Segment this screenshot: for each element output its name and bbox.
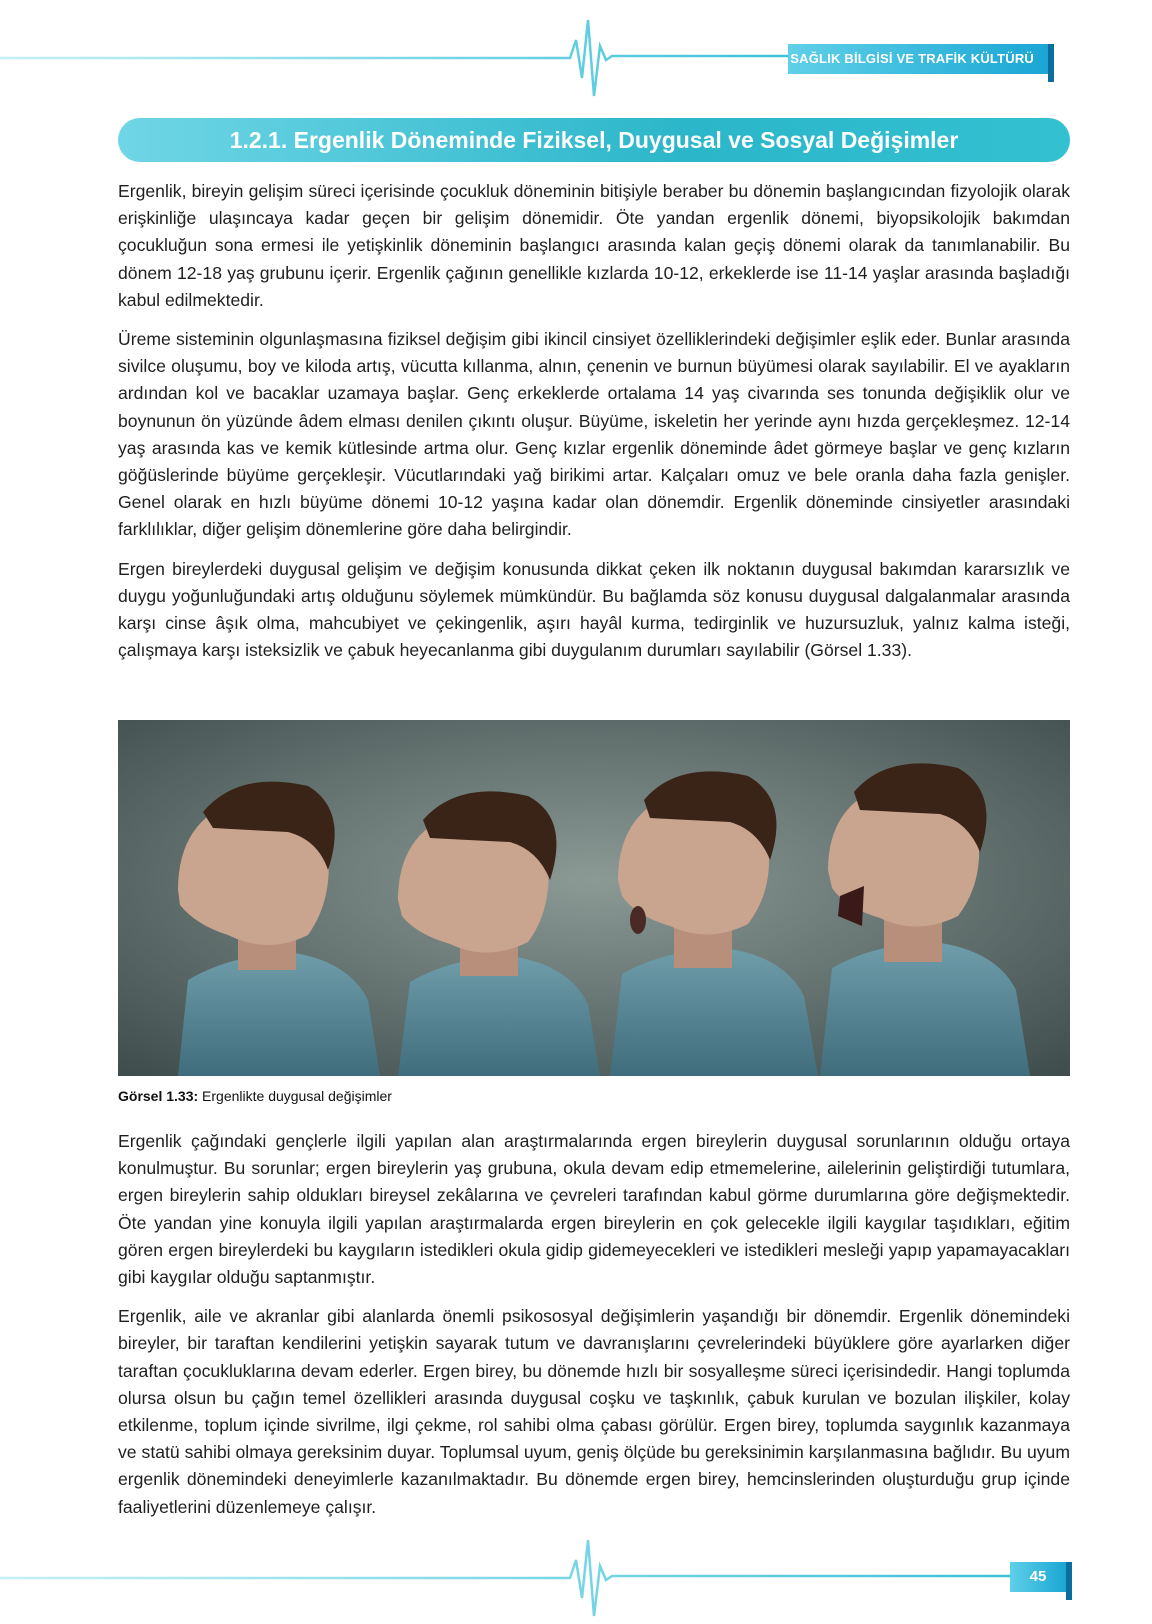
- paragraph: Ergenlik çağındaki gençlerle ilgili yapılan alan araştırmalarında ergen bireylerin duygusal sorunlarının olduğu ortaya konulmuştur. Bu sorunlar; ergen bireylerin yaş grubuna, okula devam edip etmemelerine, ailelerinin geliştirdiği tutumlara, ergen bireylerin sahip oldukları bireysel zekâlarına ve çevreleri tarafından kabul görme durumlarına göre değişmektedir. Öte yandan yine konuyla ilgili yapılan araştırmalarda ergen bireylerin en çok gelecekle ilgili kaygılar taşıdıkları, eğitim gören ergen bireylerdeki bu kaygıların istedikleri okula gidip gidemeyecekleri ve istedikleri mesleği yapıp yapamayacakları gibi kaygılar olduğu saptanmıştır.: [118, 1131, 1070, 1288]
- paragraph: Ergenlik, bireyin gelişim süreci içerisinde çocukluk döneminin bitişiyle beraber bu dönemin başlangıcından fizyolojik olarak erişkinliğe ulaşıncaya kadar geçen bir gelişim dönemidir. Öte yandan ergenlik dönemi, biyopsikolojik bakımdan çocukluğun sona ermesi ile yetişkinlik döneminin başlangıcı arasında kalan geçiş dönemi olarak da tanımlanabilir. Bu dönem 12-18 yaş grubunu içerir. Ergenlik çağının genellikle kızlarda 10-12, erkeklerde ise 11-14 yaşlar arasında başladığı kabul edilmektedir.: [118, 181, 1070, 310]
- section-title: 1.2.1. Ergenlik Döneminde Fiziksel, Duygusal ve Sosyal Değişimler: [118, 118, 1070, 162]
- footer-heartbeat-line: [0, 1520, 1152, 1624]
- caption-text: Ergenlikte duygusal değişimler: [198, 1088, 392, 1104]
- body-text-bottom: [118, 1128, 1070, 1533]
- caption-label: Görsel 1.33:: [118, 1088, 199, 1104]
- paragraph: Üreme sisteminin olgunlaşmasına fiziksel değişim gibi ikincil cinsiyet özelliklerindeki değişimler eşlik eder. Bunlar arasında sivilce oluşumu, boy ve kiloda artış, vücutta kıllanma, alnın, çenenin ve burnun büyümesi olarak sayılabilir. El ve ayakların ardından kol ve bacaklar uzamaya başlar. Genç erkeklerde ortalama 14 yaş civarında ses tonunda değişiklik olur ve boynunun ön yüzünde âdem elması denilen çıkıntı oluşur. Büyüme, iskeletin her yerinde aynı hızda gerçekleşmez. 12-14 yaş arasında kas ve kemik kütlesinde artma olur. Genç kızlar ergenlik döneminde âdet görmeye başlar ve genç kızların göğüslerinde büyüme gerçekleşir. Vücutlarındaki yağ birikimi artar. Kalçaları omuz ve bele oranla daha fazla genişler. Genel olarak en hızlı büyüme dönemi 10-12 yaşına kadar olan dönemdir. Ergenlik döneminde cinsiyetler arasındaki farklılıklar, diğer gelişim dönemlerine göre daha belirgindir.: [118, 329, 1070, 540]
- figure-image: [118, 720, 1070, 1076]
- paragraph: Ergenlik, aile ve akranlar gibi alanlarda önemli psikososyal değişimlerin yaşandığı bir dönemdir. Ergenlik dönemindeki bireyler, bir taraftan kendilerini yetişkin sayarak tutum ve davranışlarını çevrelerindeki büyüklere göre ayarlarken diğer taraftan çocukluklarına devam ederler. Ergen birey, bu dönemde hızlı bir sosyalleşme süreci içerisindedir. Hangi toplumda olursa olsun bu çağın temel özellikleri arasında duygusal coşku ve taşkınlık, çabuk kurulan ve bozulan ilişkiler, kolay etkilenme, toplum içinde sivrilme, ilgi çekme, rol sahibi olma çabası görülür. Ergen birey, toplumda saygınlık kazanmaya ve statü sahibi olmaya gereksinim duyar. Toplumsal uyum, geniş ölçüde bu gereksinimin karşılanmasına bağlıdır. Bu uyum ergenlik dönemindeki deneyimlerle kazanılmaktadır. Bu dönemde ergen birey, hemcinslerinden oluşturduğu grup içinde faaliyetlerini düzenlemeye çalışır.: [118, 1306, 1070, 1517]
- paragraph: Ergen bireylerdeki duygusal gelişim ve değişim konusunda dikkat çeken ilk noktanın duygusal bakımdan kararsızlık ve duygu yoğunluğundaki artış olduğunu söylemek mümkündür. Bu bağlamda söz konusu duygusal dalgalanmalar arasında karşı cinse âşık olma, mahcubiyet ve çekingenlik, aşırı hayâl kurma, tedirginlik ve huzursuzluk, yalnız kalma isteği, çalışmaya karşı isteksizlik ve çabuk heyecanlanma gibi duygulanım durumları sayılabilir (Görsel 1.33).: [118, 558, 1070, 661]
- page-number: 45: [1010, 1562, 1066, 1592]
- figure-caption: [118, 1088, 392, 1104]
- body-text-top: [118, 178, 1070, 676]
- running-title: SAĞLIK BİLGİSİ VE TRAFİK KÜLTÜRÜ: [788, 44, 1048, 74]
